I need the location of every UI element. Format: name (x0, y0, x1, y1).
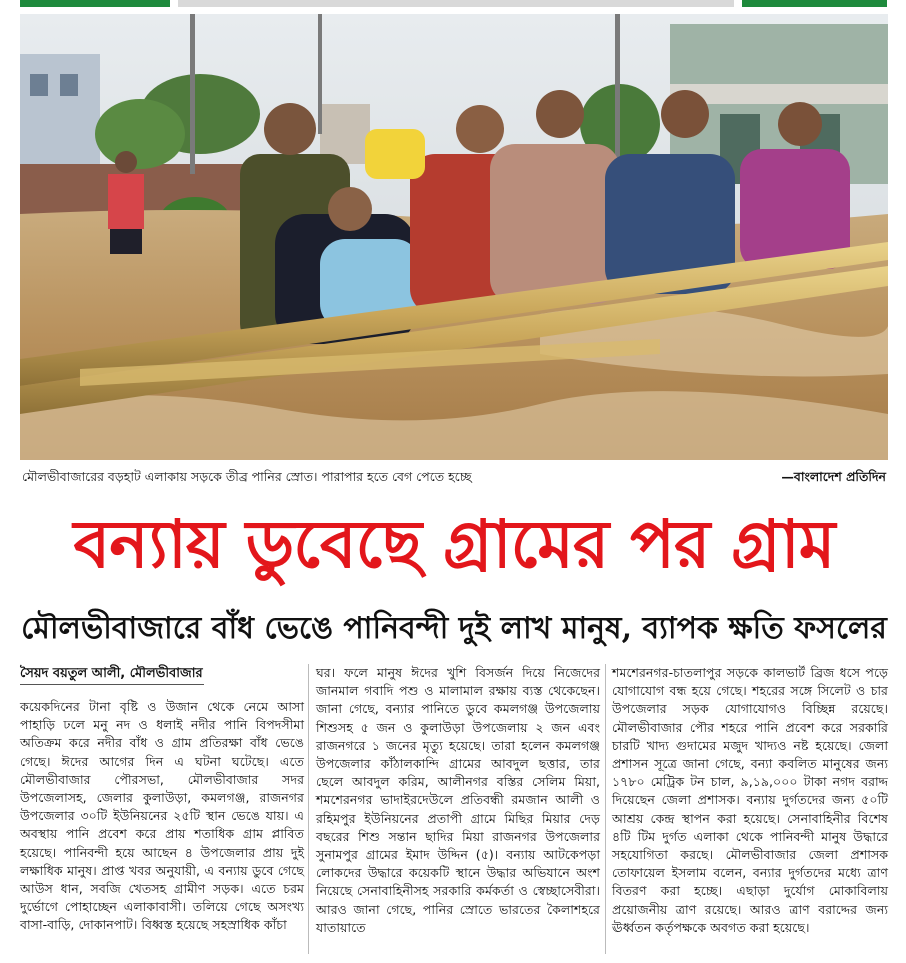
article-column-1 (20, 698, 304, 935)
article-column-3 (612, 664, 888, 937)
article-text-1: কয়েকদিনের টানা বৃষ্টি ও উজান থেকে নেমে আসা পাহাড়ি ঢলে মনু নদ ও ধলাই নদীর পানি বিপদসীমা অতিক্রম করে নদীর বাঁধ ও গ্রাম প্রতিরক্ষা বাঁধ ভেঙে গেছে। ঈদের আগের দিন এ ঘটনা ঘটেছে। এতে মৌলভীবাজার পৌরসভা, মৌলভীবাজার সদর উপজেলাসহ, জেলার কুলাউড়া, কমলগঞ্জ, রাজনগর উপজেলার ৩০টি ইউনিয়নের ২৫টি স্থান ভেঙে যায়। এ অবস্থায় পানি প্রবেশ করে প্রায় শতাধিক গ্রাম প্লাবিত হয়েছে। পানিবন্দী হয়ে আছেন ৪ উপজেলার প্রায় দুই লক্ষাধিক মানুষ। প্রাপ্ত খবর অনুযায়ী, এ বন্যায় ডুবে গেছে আউস ধান, সবজি খেতসহ গ্রামীণ সড়ক। এতে চরম দুর্ভোগে পোহাচ্ছেন এলাকাবাসী। তলিয়ে গেছে অসংখ্য বাসা-বাড়ি, দোকানপাট। বিধ্বস্ত হয়েছে সহস্রাধিক কাঁচা (20, 699, 304, 933)
column-divider (308, 664, 309, 954)
photo-caption (20, 466, 888, 488)
headline: বন্যায় ডুবেছে গ্রামের পর গ্রাম (73, 505, 835, 583)
masthead-strip (0, 0, 906, 10)
article-text-3: শমশেরনগর-চাতলাপুর সড়কে কালভার্ট ব্রিজ ধসে পড়ে যোগাযোগ বন্ধ হয়ে গেছে। শহরের সঙ্গে সিলেট ও চার উপজেলার সড়ক যোগাযোগও বিচ্ছিন্ন রয়েছে। মৌলভীবাজার পৌর শহরে পানি প্রবেশ করে সরকারি চারটি খাদ্য গুদামের মজুদ খাদ্যও নষ্ট হয়েছে। জেলা প্রশাসন সূত্রে জানা গেছে, বন্যা কবলিত মানুষের জন্য ১৭৮০ মেট্রিক টন চাল, ৯,১৯,০০০ টাকা নগদ বরাদ্দ দিয়েছেন জেলা প্রশাসক। বন্যায় দুর্গতদের জন্য ৫০টি আশ্রয় কেন্দ্র স্থাপন করা হয়েছে। সেনাবাহিনীর বিশেষ ৪টি টিম দুর্গত এলাকা থেকে পানিবন্দী মানুষ উদ্ধারে সহযোগিতা করছে। মৌলভীবাজার জেলা প্রশাসক তোফায়েল ইসলাম বলেন, বন্যার দুর্গতদের মধ্যে ত্রাণ বিতরণ করা হচ্ছে। এছাড়া দুর্যোগ মোকাবিলায় প্রয়োজনীয় ত্রাণ রয়েছে। আরও ত্রাণ বরাদ্দের জন্য ঊর্ধ্বতন কর্তৃপক্ষকে অবগত করা হয়েছে। (612, 665, 888, 935)
article-text-2: ঘর। ফলে মানুষ ঈদের খুশি বিসর্জন দিয়ে নিজেদের জানমাল গবাদি পশু ও মালামাল রক্ষায় ব্যস্ত থেকেছেন। জানা গেছে, বন্যার পানিতে ডুবে কমলগঞ্জ উপজেলায় শিশুসহ ৫ জন ও কুলাউড়া উপজেলায় ২ জন এবং রাজনগরে ১ জনের মৃত্যু হয়েছে। তারা হলেন কমলগঞ্জ উপজেলার কাঁঠালকান্দি গ্রামের আবদুল ছত্তার, তার ছেলে আবদুল করিম, আলীনগর বস্তির সেলিম মিয়া, শমশেরনগর ভাদাইরদেউলে প্রতিবন্ধী রমজান আলী ও রহিমপুর ইউনিয়নের প্রতাপী গ্রামে মিছির মিয়ার দেড় বছরের শিশু সন্তান ছাদির মিয়া রাজনগর উপজেলার সুনামপুর গ্রামের ইমাদ উদ্দিন (৫)। বন্যায় আটকেপড়া লোকদের উদ্ধারে কয়েকটি স্থানে উদ্ধার অভিযানে অংশ নিয়েছে সেনাবাহিনীসহ সরকারি কর্মকর্তা ও স্বেচ্ছাসেবীরা। আরও জানা গেছে, পানির স্রোতে ভারতের কৈলাশহরে যাতায়াতে (316, 665, 600, 935)
masthead-green-bar-left (20, 0, 170, 7)
person-4 (490, 144, 620, 304)
caption-text: মৌলভীবাজারের বড়হাট এলাকায় সড়কে তীব্র পানির স্রোত। পারাপার হতে বেগ পেতে হচ্ছে (22, 469, 472, 484)
building-left (20, 54, 100, 164)
byline: সৈয়দ বয়তুল আলী, মৌলভীবাজার (20, 664, 204, 685)
photo-credit: —বাংলাদেশ প্রতিদিন (781, 469, 886, 484)
article-column-2 (316, 664, 600, 937)
flood-photo (20, 14, 888, 460)
subheadline: মৌলভীবাজারে বাঁধ ভেঙে পানিবন্দী দুই লাখ মানুষ, ব্যাপক ক্ষতি ফসলের (21, 611, 887, 646)
column-divider (605, 664, 606, 954)
masthead-green-bar-right (742, 0, 887, 7)
masthead-gray-bar (178, 0, 734, 7)
